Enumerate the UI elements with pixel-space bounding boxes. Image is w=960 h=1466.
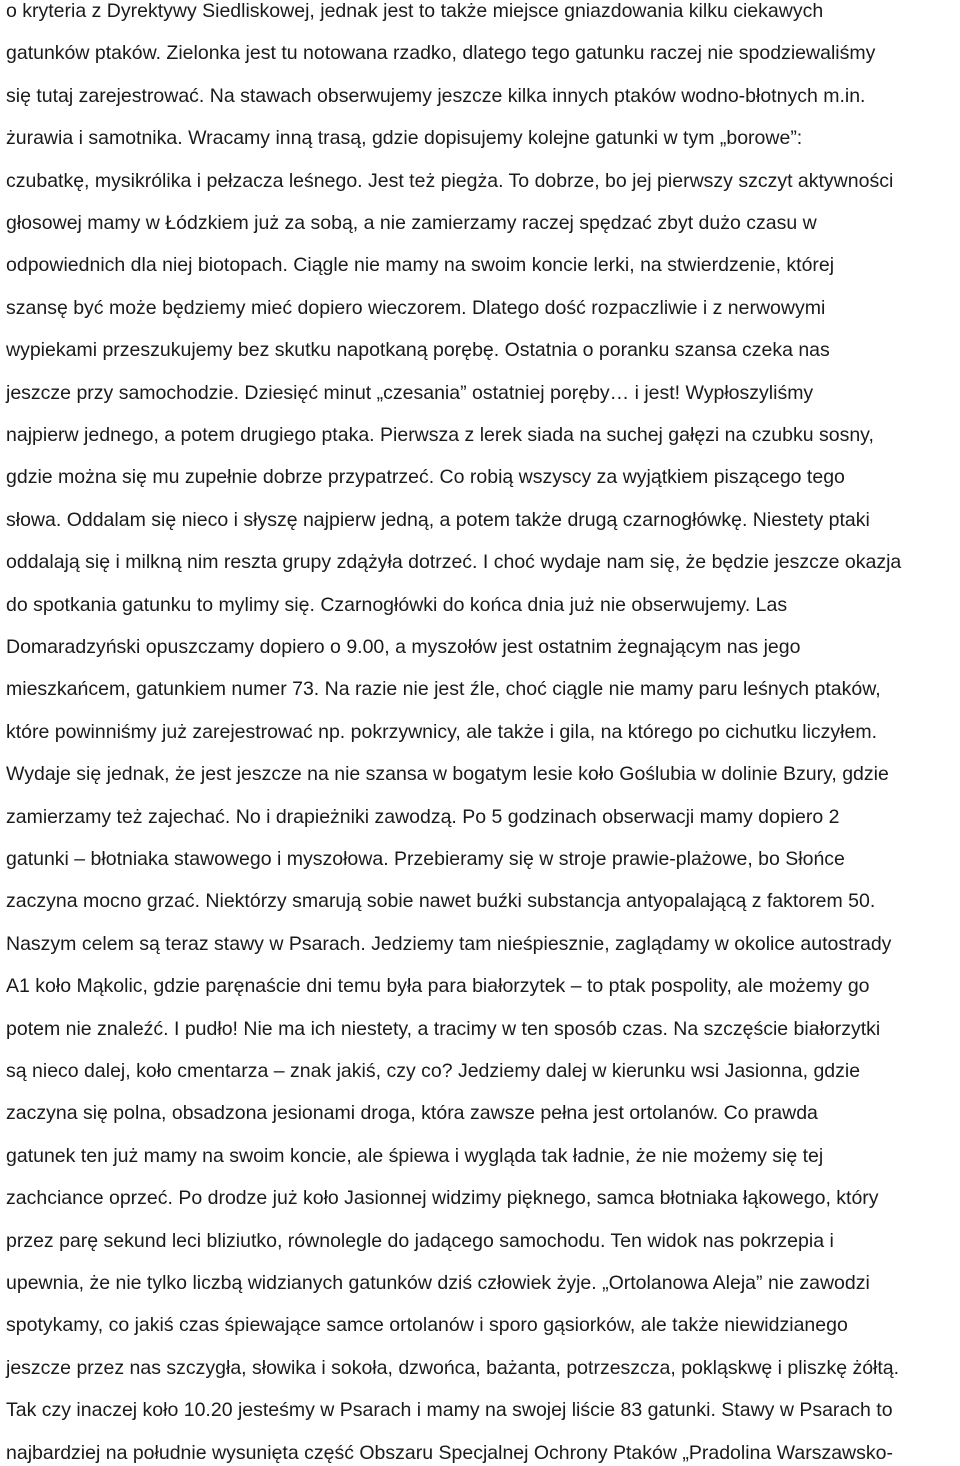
text-line: upewnia, że nie tylko liczbą widzianych gatunków dziś człowiek żyje. „Ortolanowa Aleja” nie zawodzi <box>6 1272 870 1294</box>
text-line: gatunki – błotniaka stawowego i myszołowa. Przebieramy się w stroje prawie-plażowe, bo Słońce <box>6 848 845 870</box>
text-line: się tutaj zarejestrować. Na stawach obserwujemy jeszcze kilka innych ptaków wodno-błotnych m.in. <box>6 84 866 107</box>
text-line: przez parę sekund leci bliziutko, równolegle do jadącego samochodu. Ten widok nas pokrzepia i <box>6 1229 834 1252</box>
text-line: gdzie można się mu zupełnie dobrze przypatrzeć. Co robią wszyscy za wyjątkiem piszącego tego <box>6 466 845 489</box>
text-line: czubatkę, mysikrólika i pełzacza leśnego. Jest też piegża. To dobrze, bo jej pierwszy szczyt aktywności <box>6 169 894 192</box>
text-line: głosowej mamy w Łódzkiem już za sobą, a nie zamierzamy raczej spędzać zbyt dużo czasu w <box>6 212 817 234</box>
text-line: Naszym celem są teraz stawy w Psarach. Jedziemy tam nieśpiesznie, zaglądamy w okolice autostrady <box>6 932 892 955</box>
text-line: są nieco dalej, koło cmentarza – znak jakiś, czy co? Jedziemy dalej w kierunku wsi Jasionna, gdzie <box>6 1060 861 1082</box>
text-line: żurawia i samotnika. Wracamy inną trasą, gdzie dopisujemy kolejne gatunki w tym „borowe”: <box>6 127 803 150</box>
text-line: A1 koło Mąkolic, gdzie paręnaście dni temu była para białorzytek – to ptak pospolity, ale możemy go <box>6 975 870 998</box>
text-line: Tak czy inaczej koło 10.20 jesteśmy w Psarach i mamy na swojej liście 83 gatunki. Stawy w Psarach to <box>6 1399 893 1422</box>
text-line: jeszcze przy samochodzie. Dziesięć minut „czesania” ostatniej poręby… i jest! Wypłoszyliśmy <box>6 381 814 404</box>
text-line: zaczyna się polna, obsadzona jesionami droga, która zawsze pełna jest ortolanów. Co prawda <box>6 1102 818 1125</box>
text-line: wypiekami przeszukujemy bez skutku napotkaną porębę. Ostatnia o poranku szansa czeka nas <box>6 339 830 362</box>
text-line: oddalają się i milkną nim reszta grupy zdążyła dotrzeć. I choć wydaje nam się, że będzie jeszcze okazja <box>6 551 902 574</box>
text-line: potem nie znaleźć. I pudło! Nie ma ich niestety, a tracimy w ten sposób czas. Na szczęście białorzytki <box>6 1017 881 1040</box>
text-line: szansę być może będziemy mieć dopiero wieczorem. Dlatego dość rozpaczliwie i z nerwowymi <box>6 296 826 319</box>
text-line: które powinniśmy już zarejestrować np. pokrzywnicy, ale także i gila, na którego po cichutku liczyłem. <box>6 720 878 743</box>
text-line: Domaradzyński opuszczamy dopiero o 9.00, a myszołów jest ostatnim żegnającym nas jego <box>6 636 801 658</box>
text-line: zamierzamy też zajechać. No i drapieżniki zawodzą. Po 5 godzinach obserwacji mamy dopiero 2 <box>6 805 840 828</box>
text-line: gatunków ptaków. Zielonka jest tu notowana rzadko, dlatego tego gatunku raczej nie spodziewaliśmy <box>6 42 876 65</box>
text-line: spotykamy, co jakiś czas śpiewające samce ortolanów i sporo gąsiorków, ale także niewidzianego <box>6 1314 848 1337</box>
text-line: jeszcze przez nas szczygła, słowika i sokoła, dzwońca, bażanta, potrzeszcza, pokląskwę i pliszkę żółtą. <box>6 1356 900 1379</box>
text-line: odpowiednich dla niej biotopach. Ciągle nie mamy na swoim koncie lerki, na stwierdzenie, której <box>6 254 835 277</box>
text-line: Wydaje się jednak, że jest jeszcze na nie szansa w bogatym lesie koło Goślubia w dolinie Bzury, gdzie <box>6 763 889 786</box>
text-line: zaczyna mocno grzać. Niektórzy smarują sobie nawet buźki substancja antyopalającą z faktorem 50. <box>6 890 876 913</box>
text-line: najbardziej na południe wysunięta część Obszaru Specjalnej Ochrony Ptaków „Pradolina Warszawsko- <box>6 1441 893 1464</box>
text-line: gatunek ten już mamy na swoim koncie, ale śpiewa i wygląda tak ładnie, że nie możemy się tej <box>6 1144 824 1167</box>
text-line: mieszkańcem, gatunkiem numer 73. Na razie nie jest źle, choć ciągle nie mamy paru leśnych ptaków, <box>6 678 881 701</box>
text-line: zachciance oprzeć. Po drodze już koło Jasionnej widzimy pięknego, samca błotniaka łąkowego, który <box>6 1187 879 1210</box>
text-line: najpierw jednego, a potem drugiego ptaka. Pierwsza z lerek siada na suchej gałęzi na czubku sosny, <box>6 424 874 446</box>
text-line: do spotkania gatunku to mylimy się. Czarnogłówki do końca dnia już nie obserwujemy. Las <box>6 593 788 616</box>
text-line: o kryteria z Dyrektywy Siedliskowej, jednak jest to także miejsce gniazdowania kilku ciekawych <box>6 0 824 22</box>
text-line: słowa. Oddalam się nieco i słyszę najpierw jedną, a potem także drugą czarnogłówkę. Niestety ptaki <box>6 508 870 531</box>
